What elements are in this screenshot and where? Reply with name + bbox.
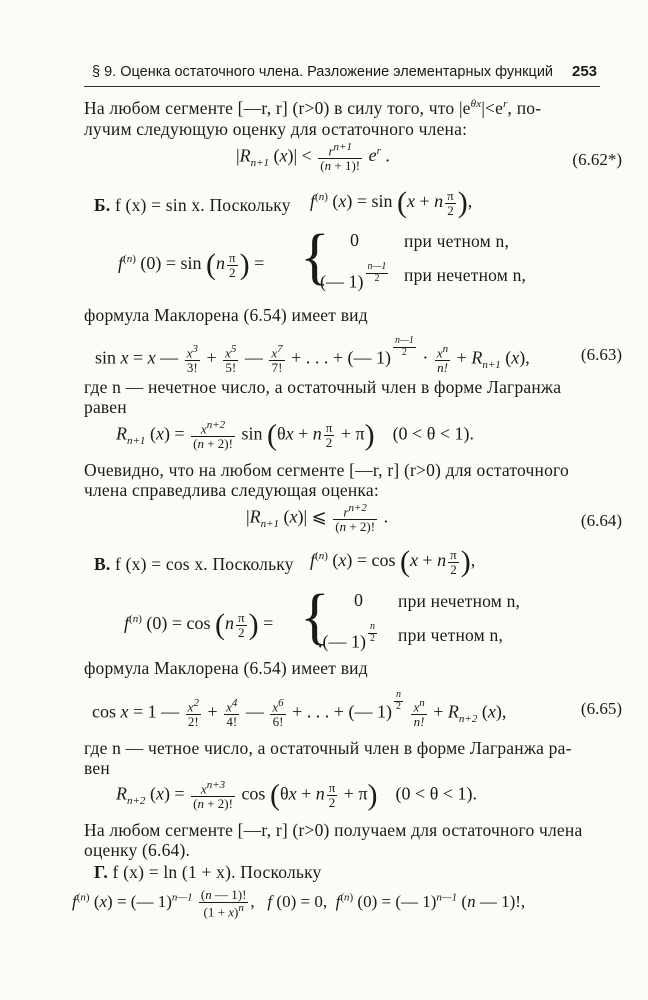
equation-sin-derivative: $f^{(n)}$ (x) = sin (x + n $\frac{\pi}{2}$ ), bbox=[310, 186, 473, 219]
equation-6-63: sin x = x — $\frac{x^3}{3!}$ + $\frac{x^5}{5!}$ — $\frac{x^7}{7!}$ + . . . + (— 1) $^{\frac{n—1}{2}}$ · $\frac{x^n}{n!}$ + $R_{n+1}$ (x), bbox=[95, 335, 530, 376]
section-b-heading: Б. f (x) = sin x. Поскольку bbox=[94, 195, 291, 215]
equation-lagrange-cos: $R_{n+2}$ (x) = $\frac{x^{n+3}}{(n + 2)!}$ cos (θx + n $\frac{\pi}{2}$ + π) (0 < θ < 1). bbox=[116, 778, 477, 812]
running-title: § 9. Оценка остаточного члена. Разложение элементарных функций bbox=[92, 64, 554, 80]
equation-lagrange-sin: $R_{n+1}$ (x) = $\frac{x^{n+2}}{(n + 2)!}$ sin (θx + n $\frac{\pi}{2}$ + π) (0 < θ < 1). bbox=[116, 418, 474, 452]
equation-cos-at-zero: $f^{(n)}$ (0) = cos (n $\frac{\pi}{2}$ ) = bbox=[124, 608, 274, 641]
case-label: при нечетном n, bbox=[404, 265, 527, 285]
paragraph-line: где n — нечетное число, а остаточный член в форме Лагранжа bbox=[84, 377, 562, 397]
paragraph-line: формула Маклорена (6.54) имеет вид bbox=[84, 658, 368, 678]
paragraph-line: оценку (6.64). bbox=[84, 840, 191, 860]
section-v-heading: В. f (x) = cos x. Поскольку bbox=[94, 554, 294, 574]
paragraph-line: На любом сегменте [—r, r] (r>0) получаем для остаточного члена bbox=[84, 820, 583, 840]
equation-number: (6.65) bbox=[580, 699, 622, 718]
cases-brace: { bbox=[300, 223, 330, 291]
equation-6-64: $|R_{n+1}$ (x)| ⩽ $\frac{r^{n+2}}{(n + 2)!}$ . bbox=[246, 502, 389, 534]
header-rule bbox=[84, 86, 600, 87]
case-power: .(— 1) $^{\frac{n}{2}}$ bbox=[318, 621, 375, 652]
case-zero: 0 bbox=[354, 590, 363, 610]
paragraph-line: На любом сегменте [—r, r] (r>0) в силу того, что $|e^{\theta x}|<e^r$, по- bbox=[84, 98, 542, 118]
cases-brace: { bbox=[300, 583, 330, 651]
equation-6-62: $|R_{n+1}$ (x)| < $\frac{r^{n+1}}{(n + 1)!}$ $e^r$ . bbox=[236, 141, 390, 173]
paragraph-line: вен bbox=[84, 758, 110, 778]
equation-number: (6.63) bbox=[580, 345, 622, 364]
page-number: 253 bbox=[572, 63, 598, 80]
section-g-heading: Г. f (x) = ln (1 + x). Поскольку bbox=[94, 862, 322, 882]
equation-ln-derivative: $f^{(n)}$ (x) = (— 1)$^{n—1}$ $\frac{(n — 1)!}{(1 + x)^n}$ , f (0) = 0, $f^{(n)}$ (0) = (— 1)$^{n—1}$ (n — 1)!, bbox=[72, 887, 526, 919]
paragraph-line: формула Маклорена (6.54) имеет вид bbox=[84, 305, 368, 325]
equation-6-65: cos x = 1 — $\frac{x^2}{2!}$ + $\frac{x^4}{4!}$ — $\frac{x^6}{6!}$ + . . . + (— 1) $^{\frac{n}{2}}$ $\frac{x^n}{n!}$ + $R_{n+2}$ (x), bbox=[92, 689, 507, 730]
case-power: (— 1) $^{\frac{n—1}{2}}$ bbox=[320, 261, 387, 292]
paragraph-line: где n — четное число, а остаточный член в форме Лагранжа ра- bbox=[84, 738, 572, 758]
case-label: при нечетном n, bbox=[398, 591, 521, 611]
equation-number: (6.62*) bbox=[572, 150, 622, 169]
case-zero: 0 bbox=[350, 230, 359, 250]
paragraph-line: лучим следующую оценку для остаточного члена: bbox=[84, 119, 468, 139]
equation-number: (6.64) bbox=[580, 511, 622, 530]
paragraph-line: члена справедлива следующая оценка: bbox=[84, 480, 379, 500]
case-label: при четном n, bbox=[404, 231, 510, 251]
paragraph-line: равен bbox=[84, 397, 127, 417]
paragraph-line: Очевидно, что на любом сегменте [—r, r] (r>0) для остаточного bbox=[84, 460, 569, 480]
equation-cos-derivative: $f^{(n)}$ (x) = cos (x + n $\frac{\pi}{2}$ ), bbox=[310, 545, 476, 578]
equation-sin-at-zero: $f^{(n)}$ (0) = sin (n $\frac{\pi}{2}$ ) = bbox=[118, 248, 265, 281]
case-label: при четном n, bbox=[398, 625, 504, 645]
